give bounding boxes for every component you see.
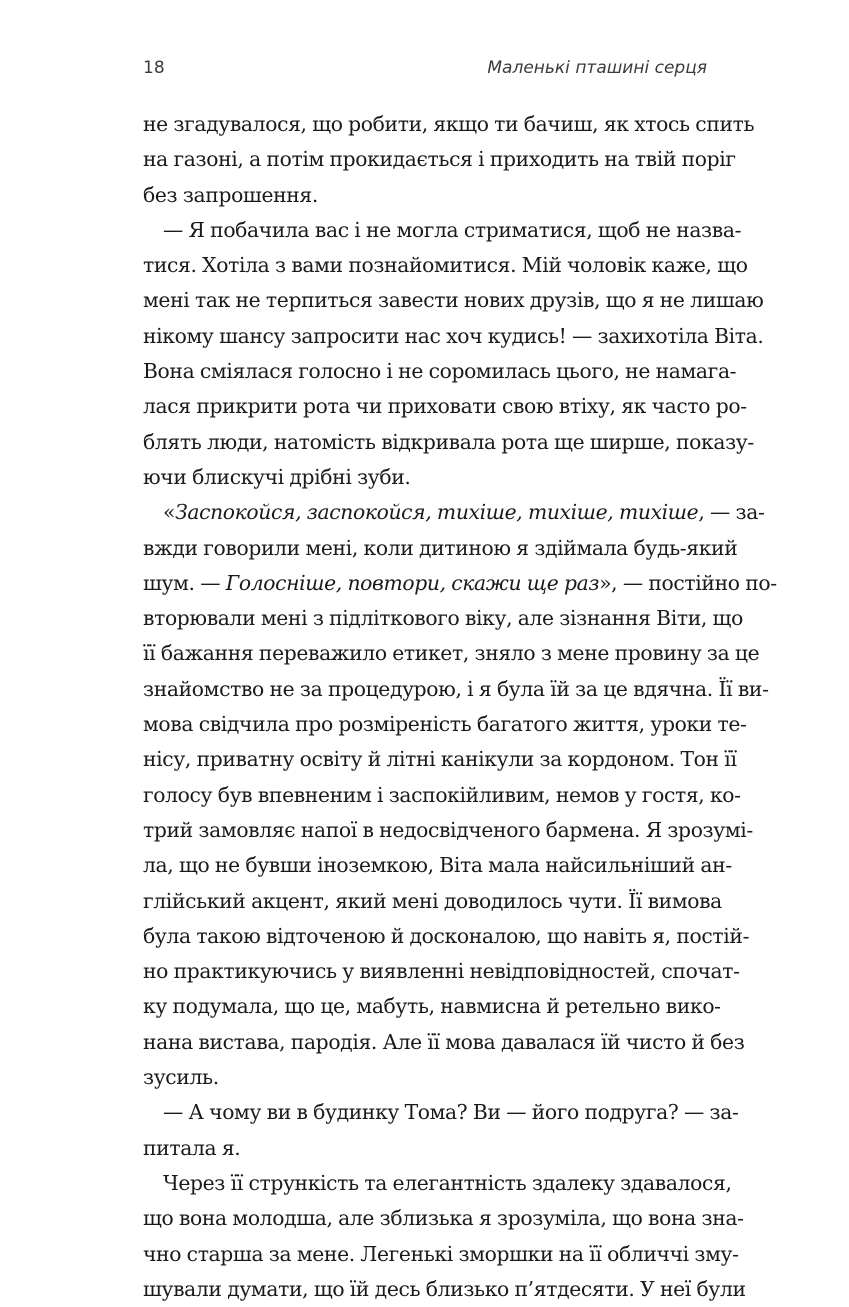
text-line: ючи блискучі дрібні зуби. — [143, 464, 411, 489]
text-line: на газоні, а потім прокидається і приходить на твій поріг — [143, 147, 736, 172]
text-line: глійський акцент, який мені доводилось чути. Її вимова — [143, 888, 722, 913]
text-line: голосу був впевненим і заспокійливим, немов у гостя, ко- — [143, 782, 741, 807]
body-text — [143, 107, 777, 1307]
text-line: блять люди, натомість відкривала рота ще ширше, показу- — [143, 429, 754, 454]
text-line: зусиль. — [143, 1065, 219, 1090]
text-line: «Заспокойся, заспокойся, тихіше, тихіше, тихіше, — за- — [163, 500, 765, 525]
text-line: тися. Хотіла з вами познайомитися. Мій чоловік каже, що — [143, 253, 748, 278]
text-line: не згадувалося, що робити, якщо ти бачиш, як хтось спить — [143, 112, 755, 136]
page-number: 18 — [143, 58, 165, 78]
text-line: лася прикрити рота чи приховати свою втіху, як часто ро- — [143, 394, 747, 419]
page-header — [143, 58, 707, 88]
text-line: шум. — Голосніше, повтори, скажи ще раз», — постійно по- — [143, 570, 777, 595]
text-line: нана вистава, пародія. Але її мова давалася їй чисто й без — [143, 1029, 745, 1054]
text-line: трий замовляє напої в недосвідченого бармена. Я зрозумі- — [143, 817, 753, 842]
text-line: без запрошення. — [143, 182, 318, 207]
text-line: ла, що не бувши іноземкою, Віта мала найсильніший ан- — [143, 853, 732, 878]
running-title: Маленькі пташині серця — [487, 58, 707, 78]
text-line: нікому шансу запросити нас хоч кудись! — захихотіла Віта. — [143, 323, 764, 348]
text-line: — Я побачила вас і не могла стриматися, щоб не назва- — [163, 217, 742, 242]
text-line: Через її стрункість та елегантність здалеку здавалося, — [163, 1170, 732, 1195]
text-line: вторювали мені з підліткового віку, але зізнання Віти, що — [143, 606, 743, 631]
text-line: ку подумала, що це, мабуть, навмисна й ретельно вико- — [143, 994, 721, 1019]
text-line: но практикуючись у виявленні невідповідностей, спочат- — [143, 959, 740, 984]
text-line: питала я. — [143, 1135, 241, 1160]
text-line: що вона молодша, але зблизька я зрозуміла, що вона зна- — [143, 1206, 744, 1231]
text-line: знайомство не за процедурою, і я була їй за це вдячна. Її ви- — [143, 676, 769, 701]
text-line: шували думати, що їй десь близько п’ятдесяти. У неї були — [143, 1276, 746, 1301]
text-line: її бажання переважило етикет, зняло з мене провину за це — [143, 641, 760, 666]
text-line: мені так не терпиться завести нових друзів, що я не лишаю — [143, 288, 764, 313]
text-line: — А чому ви в будинку Тома? Ви — його подруга? — за- — [163, 1100, 739, 1125]
text-line: була такою відточеною й досконалою, що навіть я, постій- — [143, 923, 750, 948]
text-line: мова свідчила про розміреність багатого життя, уроки те- — [143, 712, 747, 737]
text-line: нісу, приватну освіту й літні канікули за кордоном. Тон її — [143, 747, 737, 772]
text-line: Вона сміялася голосно і не соромилась цього, не намага- — [143, 359, 737, 384]
text-line: чно старша за мене. Легенькі зморшки на її обличчі зму- — [143, 1241, 739, 1266]
text-line: вжди говорили мені, коли дитиною я здіймала будь-який — [143, 535, 738, 560]
